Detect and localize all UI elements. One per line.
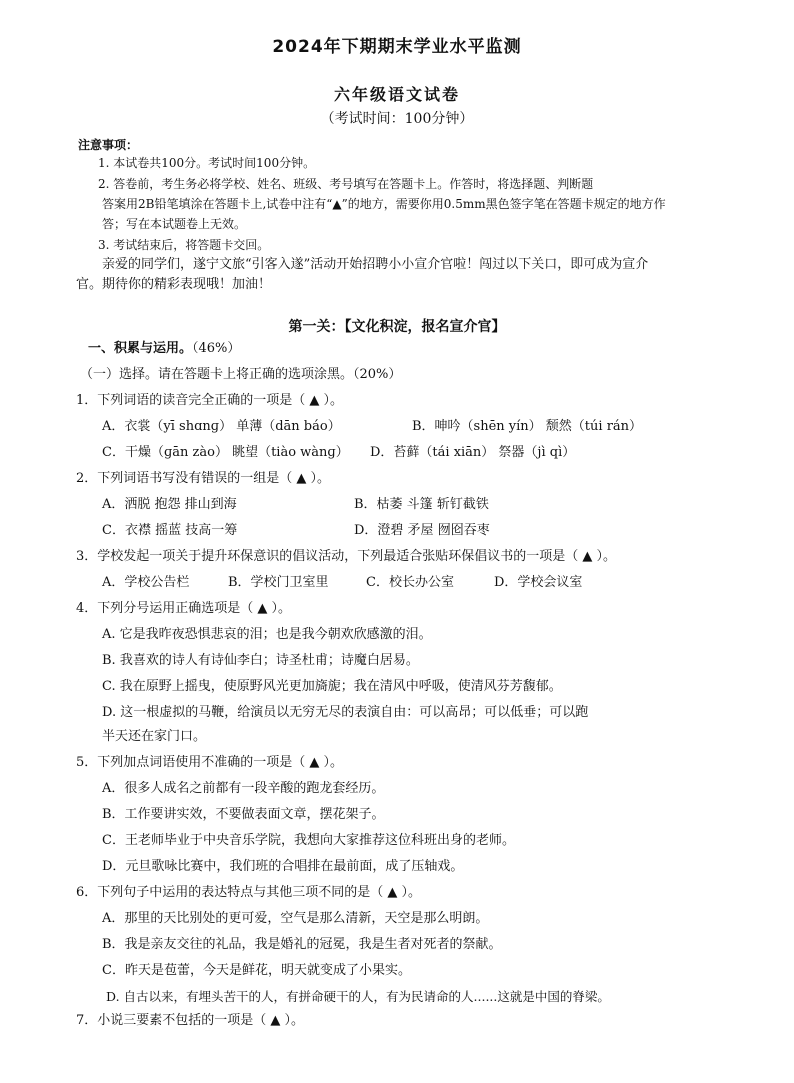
q5-option-b: B．工作要讲实效，不要做表面文章，摆花架子。 — [102, 807, 385, 822]
q2-option-c: C．衣襟 摇蓝 技高一筹 — [102, 523, 238, 538]
q3-option-d: D．学校会议室 — [494, 575, 583, 590]
notes-heading: 注意事项： — [78, 138, 139, 152]
intro-line-1: 亲爱的同学们，遂宁文旅“引客入遂”活动开始招聘小小宣介官啦！闯过以下关口，即可成为宣介 — [102, 257, 649, 272]
q1-stem: 1．下列词语的读音完全正确的一项是（ ▲ ）。 — [76, 393, 344, 408]
q5-stem: 5．下列加点词语使用不准确的一项是（ ▲ ）。 — [76, 755, 344, 770]
q2-stem: 2．下列词语书写没有错误的一组是（ ▲ ）。 — [76, 471, 331, 486]
intro-line-2: 官。期待你的精彩表现哦！加油！ — [76, 277, 272, 292]
q1-option-b: B．呻吟（shēn yín） 颓然（túi rán） — [412, 419, 643, 434]
q1-option-a: A．衣裳（yī shɑnɡ） 单薄（dān báo） — [102, 419, 341, 434]
q4-option-d-line-2: 半天还在家门口。 — [102, 729, 207, 744]
exam-title: 2024年下期期末学业水平监测 — [272, 37, 522, 57]
exam-time: （考试时间：100分钟） — [320, 111, 474, 127]
notes-item-2-line-2: 答案用2B铅笔填涂在答题卡上,试卷中注有“▲”的地方，需要你用0.5mm黑色签字笔在答题卡规定的地方作 — [102, 197, 666, 211]
q4-option-b: B. 我喜欢的诗人有诗仙李白；诗圣杜甫；诗魔白居易。 — [102, 653, 419, 668]
q3-stem: 3．学校发起一项关于提升环保意识的倡议活动，下列最适合张贴环保倡议书的一项是（ ▲ ）。 — [76, 549, 617, 564]
q2-option-a: A．洒脱 抱怨 排山到海 — [102, 497, 237, 512]
q5-option-a: A．很多人成名之前都有一段辛酸的跑龙套经历。 — [102, 781, 385, 796]
q6-option-c: C．昨天是苞蕾，今天是鲜花，明天就变成了小果实。 — [102, 963, 411, 978]
q4-option-d-line-1: D. 这一根虚拟的马鞭，给演员以无穷无尽的表演自由：可以高昂；可以低垂；可以跑 — [102, 705, 589, 720]
notes-item-2-line-3: 答；写在本试题卷上无效。 — [102, 217, 247, 231]
q5-option-d: D．元旦歌咏比赛中，我们班的合唱排在最前面，成了压轴戏。 — [102, 859, 464, 874]
part1-heading — [88, 340, 240, 358]
q1-option-d: D．苔藓（tái xiān） 祭器（jì qì） — [370, 445, 576, 460]
q4-option-c: C. 我在原野上摇曳，使原野风光更加旖旎；我在清风中呼吸，使清风芬芳馥郁。 — [102, 679, 562, 694]
q3-option-b: B．学校门卫室里 — [228, 575, 329, 590]
q6-option-a: A．那里的天比别处的更可爱，空气是那么清新，天空是那么明朗。 — [102, 911, 489, 926]
part1-score: （46%） — [192, 341, 241, 356]
q6-stem: 6．下列句子中运用的表达特点与其他三项不同的是（ ▲ ）。 — [76, 885, 422, 900]
q4-option-a: A. 它是我昨夜恐惧悲哀的泪；也是我今朝欢欣感激的泪。 — [102, 627, 432, 642]
q6-option-d: D. 自古以来，有埋头苦干的人，有拼命硬干的人，有为民请命的人......这就是中国的脊梁。 — [106, 989, 610, 1004]
level1-title: 第一关：【文化积淀，报名宣介官】 — [288, 319, 506, 335]
q2-option-b: B．枯萎 斗篷 斩钉截铁 — [354, 497, 489, 512]
q3-option-a: A．学校公告栏 — [102, 575, 190, 590]
q4-stem: 4．下列分号运用正确选项是（ ▲ ）。 — [76, 601, 292, 616]
sub1-instruction: （一）选择。请在答题卡上将正确的选项涂黑。（20%） — [80, 367, 402, 382]
q3-option-c: C．校长办公室 — [366, 575, 454, 590]
notes-item-1: 1. 本试卷共100分。考试时间100分钟。 — [98, 156, 316, 170]
q6-option-b: B．我是亲友交往的礼品，我是婚礼的冠冕，我是生者对死者的祭献。 — [102, 937, 502, 952]
notes-item-3: 3. 考试结束后，将答题卡交回。 — [98, 238, 270, 252]
q5-option-c: C．王老师毕业于中央音乐学院，我想向大家推荐这位科班出身的老师。 — [102, 833, 515, 848]
q1-option-c: C．干燥（ɡān zào） 眺望（tiào wànɡ） — [102, 445, 349, 460]
part1-label: 一、积累与运用。 — [88, 341, 193, 356]
exam-subtitle: 六年级语文试卷 — [333, 85, 460, 104]
notes-item-2-line-1: 2. 答卷前，考生务必将学校、姓名、班级、考号填写在答题卡上。作答时，将选择题、判断题 — [98, 177, 594, 191]
q7-stem: 7．小说三要素不包括的一项是（ ▲ ）。 — [76, 1013, 305, 1028]
q2-option-d: D．澄碧 矛屋 囫囵吞枣 — [354, 523, 490, 538]
